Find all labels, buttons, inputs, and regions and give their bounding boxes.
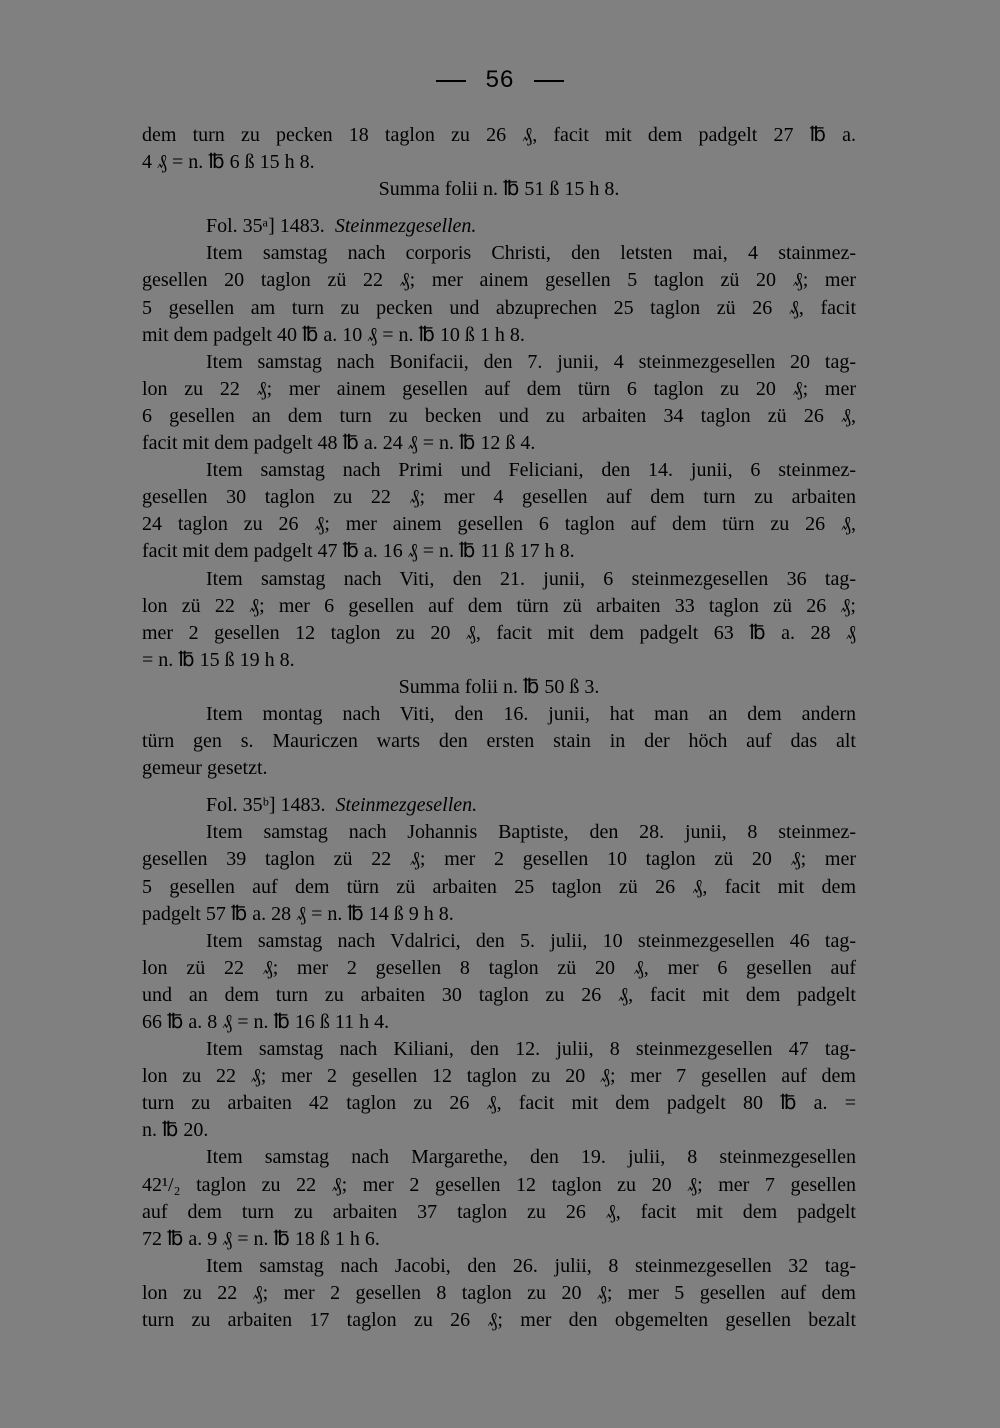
text-line xyxy=(142,901,856,928)
line-text: Item montag nach Viti, den 16. junii, hat man an dem andern xyxy=(206,702,856,725)
line-text: türn gen s. Mauriczen warts den ersten stain in der höch auf das alt xyxy=(142,730,856,753)
line-text: gesellen 20 taglon zü 22 ₰; mer ainem gesellen 5 taglon zü 20 ₰; mer xyxy=(142,269,856,292)
text-line xyxy=(142,1036,856,1063)
line-text: 5 gesellen am turn zu pecken und abzuprechen 25 taglon zü 26 ₰, facit xyxy=(142,296,856,319)
line-text: Summa folii n. ℔ 50 ß 3. xyxy=(398,675,600,698)
text-line xyxy=(142,593,856,620)
line-text: 6 gesellen an dem turn zu becken und zu arbaiten 34 taglon zü 26 ₰, xyxy=(142,404,856,427)
text-line xyxy=(142,955,856,982)
text-line xyxy=(142,349,856,376)
text-line xyxy=(142,1117,856,1144)
line-text: 42¹/₂ taglon zu 22 ₰; mer 2 gesellen 12 taglon zu 20 ₰; mer 7 gesellen xyxy=(142,1173,856,1196)
line-text: n. ℔ 20. xyxy=(142,1119,209,1142)
line-text: turn zu arbaiten 42 taglon zu 26 ₰, facit mit dem padgelt 80 ℔ a. = xyxy=(142,1092,856,1115)
text-line xyxy=(142,846,856,873)
text-line xyxy=(142,457,856,484)
section-title: Steinmezgesellen. xyxy=(335,794,478,817)
text-line xyxy=(142,122,856,149)
text-line xyxy=(142,928,856,955)
line-text: lon zü 22 ₰; mer 6 gesellen auf dem türn zü arbaiten 33 taglon zü 26 ₰; xyxy=(142,594,856,617)
text-line xyxy=(142,982,856,1009)
line-text: 24 taglon zu 26 ₰; mer ainem gesellen 6 taglon auf dem türn zu 26 ₰, xyxy=(142,513,856,536)
text-line xyxy=(142,176,856,203)
text-line xyxy=(142,1063,856,1090)
folio-heading xyxy=(142,213,856,240)
line-text: Item samstag nach Kiliani, den 12. julii, 8 steinmezgesellen 47 tag- xyxy=(206,1038,856,1061)
text-line xyxy=(142,620,856,647)
text-line xyxy=(142,376,856,403)
line-text: Item samstag nach Johannis Baptiste, den 28. junii, 8 steinmez- xyxy=(206,821,856,844)
header-dash-right xyxy=(534,80,564,82)
text-line xyxy=(142,267,856,294)
line-text: 4 ₰ = n. ℔ 6 ß 15 h 8. xyxy=(142,151,315,174)
line-text: gemeur gesetzt. xyxy=(142,757,268,780)
line-text: 72 ℔ a. 9 ₰ = n. ℔ 18 ß 1 h 6. xyxy=(142,1227,380,1250)
line-text: Fol. 35ᵃ] 1483. xyxy=(206,215,325,238)
text-line xyxy=(142,1253,856,1280)
line-text: = n. ℔ 15 ß 19 h 8. xyxy=(142,648,295,671)
line-text: dem turn zu pecken 18 taglon zu 26 ₰, facit mit dem padgelt 27 ℔ a. xyxy=(142,124,856,146)
line-text: Item samstag nach Bonifacii, den 7. junii, 4 steinmezgesellen 20 tag- xyxy=(206,350,856,373)
text-line xyxy=(142,1144,856,1171)
line-text: facit mit dem padgelt 47 ℔ a. 16 ₰ = n. ℔ 11 ß 17 h 8. xyxy=(142,540,575,563)
header-dash-left xyxy=(436,80,466,82)
section-title: Steinmezgesellen. xyxy=(334,215,477,238)
line-text: Item samstag nach Primi und Feliciani, den 14. junii, 6 steinmez- xyxy=(206,459,856,482)
text-line xyxy=(142,674,856,701)
line-text: und an dem turn zu arbaiten 30 taglon zu 26 ₰, facit mit dem padgelt xyxy=(142,983,856,1006)
body-text xyxy=(142,122,856,1334)
line-text: 66 ℔ a. 8 ₰ = n. ℔ 16 ß 11 h 4. xyxy=(142,1011,390,1033)
text-line xyxy=(142,701,856,728)
folio-heading xyxy=(142,792,856,819)
line-text: gesellen 39 taglon zü 22 ₰; mer 2 gesellen 10 taglon zü 20 ₰; mer xyxy=(142,848,856,871)
line-text: Item samstag nach Vdalrici, den 5. julii, 10 steinmezgesellen 46 tag- xyxy=(206,929,856,952)
page-number: 56 xyxy=(485,66,515,93)
text-line xyxy=(142,538,856,565)
text-line xyxy=(142,484,856,511)
line-text: 5 gesellen auf dem türn zü arbaiten 25 taglon zü 26 ₰, facit mit dem xyxy=(142,875,856,898)
text-line xyxy=(142,728,856,755)
line-text: mer 2 gesellen 12 taglon zu 20 ₰, facit mit dem padgelt 63 ℔ a. 28 ₰ xyxy=(142,621,856,644)
line-text: Fol. 35ᵇ] 1483. xyxy=(206,794,326,817)
line-text: Item samstag nach Viti, den 21. junii, 6 steinmezgesellen 36 tag- xyxy=(206,567,856,590)
text-line xyxy=(142,1199,856,1226)
text-line xyxy=(142,1280,856,1307)
text-line xyxy=(142,1226,856,1253)
text-line xyxy=(142,430,856,457)
line-text: Item samstag nach Jacobi, den 26. julii, 8 steinmezgesellen 32 tag- xyxy=(206,1254,856,1277)
line-text: lon zu 22 ₰; mer 2 gesellen 12 taglon zu 20 ₰; mer 7 gesellen auf dem xyxy=(142,1065,856,1088)
text-line xyxy=(142,240,856,267)
text-line xyxy=(142,149,856,176)
line-text: Item samstag nach corporis Christi, den letsten mai, 4 stainmez- xyxy=(206,242,856,265)
text-line xyxy=(142,511,856,538)
text-line xyxy=(142,566,856,593)
line-text: Item samstag nach Margarethe, den 19. julii, 8 steinmezgesellen xyxy=(206,1146,856,1169)
line-text: Summa folii n. ℔ 51 ß 15 h 8. xyxy=(378,178,620,201)
text-line xyxy=(142,1307,856,1334)
line-text: auf dem turn zu arbaiten 37 taglon zu 26 ₰, facit mit dem padgelt xyxy=(142,1200,856,1223)
text-line xyxy=(142,295,856,322)
text-line xyxy=(142,1090,856,1117)
line-text: lon zu 22 ₰; mer 2 gesellen 8 taglon zu 20 ₰; mer 5 gesellen auf dem xyxy=(142,1281,856,1304)
text-line xyxy=(142,647,856,674)
line-text: lon zu 22 ₰; mer ainem gesellen auf dem türn 6 taglon zu 20 ₰; mer xyxy=(142,377,856,400)
line-text: lon zü 22 ₰; mer 2 gesellen 8 taglon zü 20 ₰, mer 6 gesellen auf xyxy=(142,956,856,979)
text-line xyxy=(142,1172,856,1199)
text-line xyxy=(142,874,856,901)
page-header xyxy=(0,66,1000,94)
text-line xyxy=(142,1009,856,1036)
line-text: padgelt 57 ℔ a. 28 ₰ = n. ℔ 14 ß 9 h 8. xyxy=(142,902,454,925)
line-text: facit mit dem padgelt 48 ℔ a. 24 ₰ = n. ℔ 12 ß 4. xyxy=(142,432,536,455)
line-text: mit dem padgelt 40 ℔ a. 10 ₰ = n. ℔ 10 ß 1 h 8. xyxy=(142,323,525,346)
line-text: turn zu arbaiten 17 taglon zu 26 ₰; mer den obgemelten gesellen bezalt xyxy=(142,1309,856,1332)
text-line xyxy=(142,322,856,349)
line-text: gesellen 30 taglon zu 22 ₰; mer 4 gesellen auf dem turn zu arbaiten xyxy=(142,486,856,509)
text-line xyxy=(142,403,856,430)
text-line xyxy=(142,819,856,846)
text-line xyxy=(142,755,856,782)
